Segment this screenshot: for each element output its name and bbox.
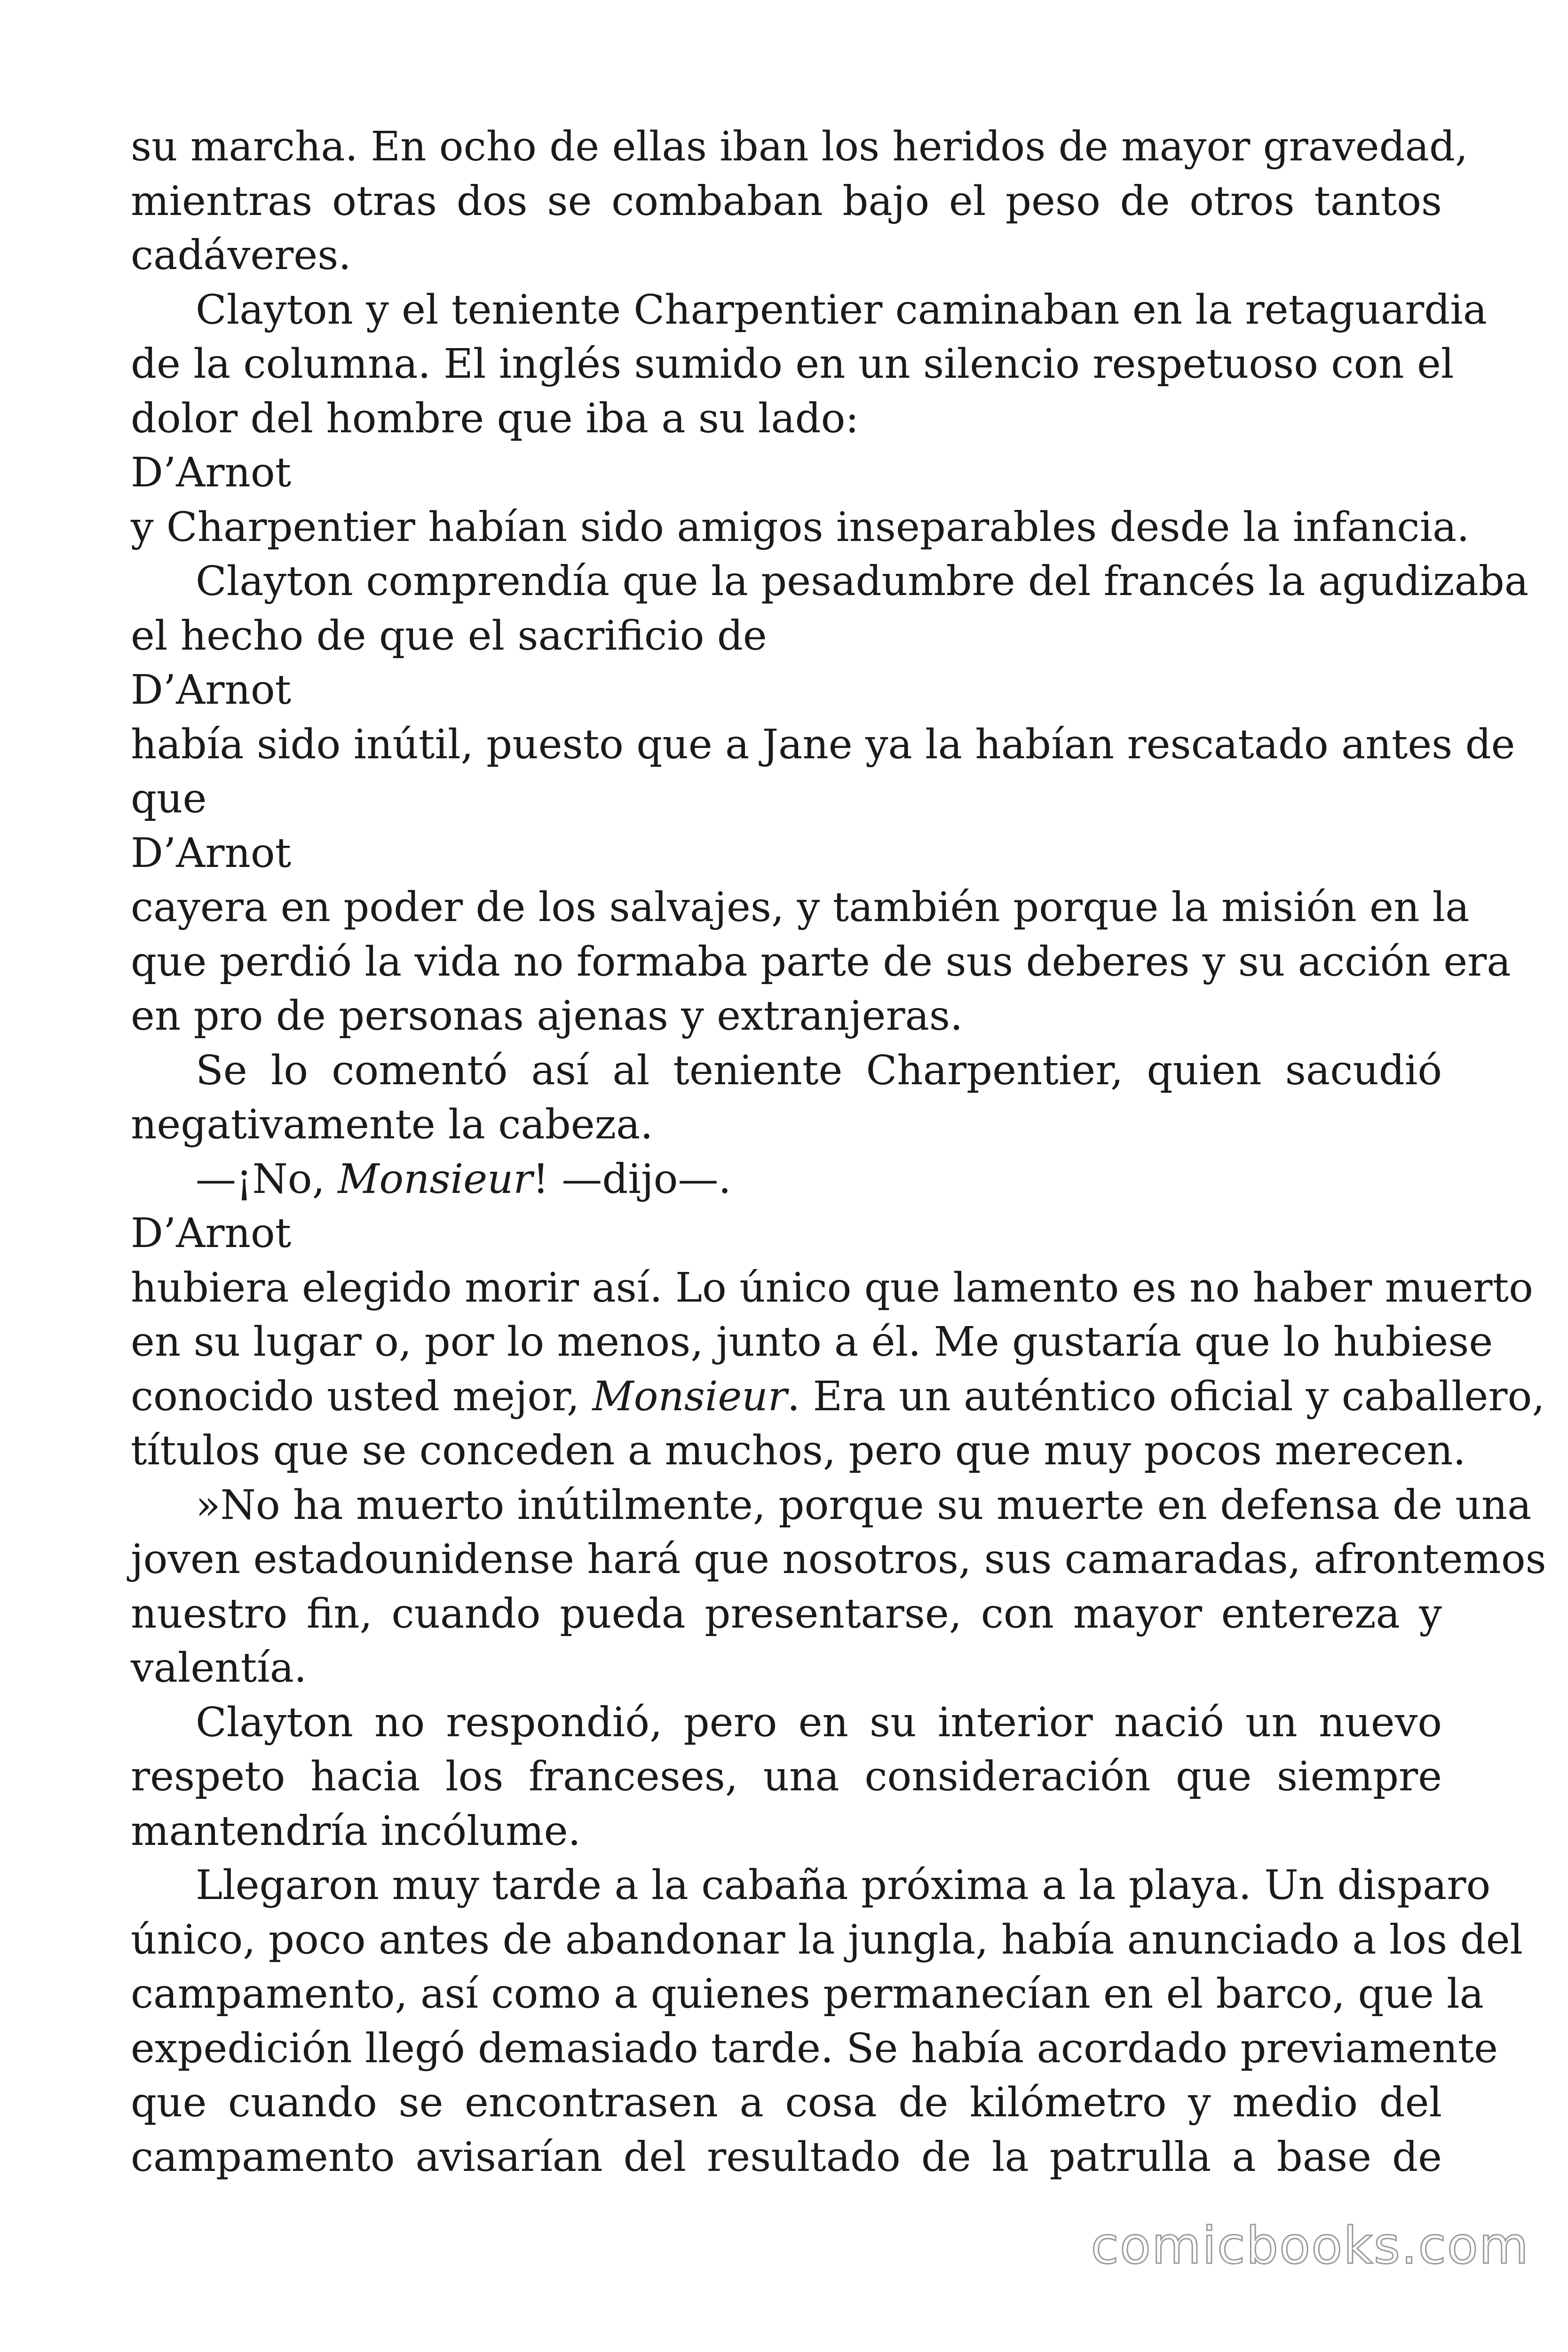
text-line: Clayton comprendía que la pesadumbre del francés la agudizaba bbox=[196, 558, 1529, 605]
text-line: cayera en poder de los salvajes, y también porque la misión en la bbox=[131, 884, 1470, 931]
text-line: mientras otras dos se combaban bajo el peso de otros tantos bbox=[131, 177, 1442, 225]
text-line: D’Arnot bbox=[131, 1210, 292, 1257]
text-line: D’Arnot bbox=[131, 829, 292, 877]
text-line: nuestro fin, cuando pueda presentarse, con mayor entereza y bbox=[131, 1590, 1442, 1637]
text-line: negativamente la cabeza. bbox=[131, 1101, 653, 1148]
text-run: ! —dijo—. bbox=[532, 1155, 731, 1203]
text-run: —¡No, bbox=[196, 1155, 338, 1203]
text-line: Clayton no respondió, pero en su interior nació un nuevo bbox=[196, 1699, 1442, 1746]
text-line: había sido inútil, puesto que a Jane ya la habían rescatado antes de bbox=[131, 721, 1515, 768]
text-line: joven estadounidense hará que nosotros, sus camaradas, afrontemos bbox=[131, 1536, 1546, 1583]
text-line: de la columna. El inglés sumido en un silencio respetuoso con el bbox=[131, 341, 1454, 388]
text-line: que cuando se encontrasen a cosa de kilómetro y medio del bbox=[131, 2079, 1442, 2126]
text-line: campamento, así como a quienes permanecían en el barco, que la bbox=[131, 1971, 1484, 2018]
text-line: campamento avisarían del resultado de la patrulla a base de bbox=[131, 2133, 1442, 2181]
text-line: títulos que se conceden a muchos, pero que muy pocos merecen. bbox=[131, 1427, 1466, 1474]
watermark: comicbooks.com bbox=[1091, 2217, 1529, 2275]
page-body bbox=[131, 120, 1546, 2185]
text-line: »No ha muerto inútilmente, porque su muerte en defensa de una bbox=[196, 1481, 1532, 1529]
text-line: su marcha. En ocho de ellas iban los heridos de mayor gravedad, bbox=[131, 123, 1468, 170]
text-line: expedición llegó demasiado tarde. Se había acordado previamente bbox=[131, 2025, 1498, 2072]
italic-run: Monsieur bbox=[338, 1155, 533, 1203]
text-line: en pro de personas ajenas y extranjeras. bbox=[131, 993, 963, 1040]
text-line: mantendría incólume. bbox=[131, 1807, 581, 1855]
text-line: D’Arnot bbox=[131, 449, 292, 496]
text-line: Llegaron muy tarde a la cabaña próxima a la playa. Un disparo bbox=[196, 1862, 1491, 1909]
text-line: en su lugar o, por lo menos, junto a él. Me gustaría que lo hubiese bbox=[131, 1319, 1493, 1366]
text-line: único, poco antes de abandonar la jungla, había anunciado a los del bbox=[131, 1916, 1523, 1963]
text-line-with-italic bbox=[131, 1370, 1545, 1424]
text-line: valentía. bbox=[131, 1645, 307, 1692]
text-line: hubiera elegido morir así. Lo único que lamento es no haber muerto bbox=[131, 1264, 1533, 1311]
text-run: conocido usted mejor, bbox=[131, 1373, 593, 1420]
text-line: dolor del hombre que iba a su lado: bbox=[131, 395, 859, 442]
text-line-with-italic bbox=[131, 1152, 1442, 1207]
text-line: cadáveres. bbox=[131, 232, 351, 279]
text-line: Clayton y el teniente Charpentier caminaban en la retaguardia bbox=[196, 286, 1488, 334]
text-line: D’Arnot bbox=[131, 667, 292, 714]
text-line: y Charpentier habían sido amigos inseparables desde la infancia. bbox=[131, 503, 1470, 551]
text-line: el hecho de que el sacrificio de bbox=[131, 612, 767, 660]
text-line: que perdió la vida no formaba parte de sus deberes y su acción era bbox=[131, 938, 1511, 985]
text-line: que bbox=[131, 775, 207, 822]
italic-run: Monsieur bbox=[592, 1373, 787, 1420]
text-line: respeto hacia los franceses, una consideración que siempre bbox=[131, 1753, 1442, 1800]
text-run: . Era un auténtico oficial y caballero, bbox=[787, 1373, 1545, 1420]
text-line: Se lo comentó así al teniente Charpentier, quien sacudió bbox=[196, 1047, 1442, 1094]
